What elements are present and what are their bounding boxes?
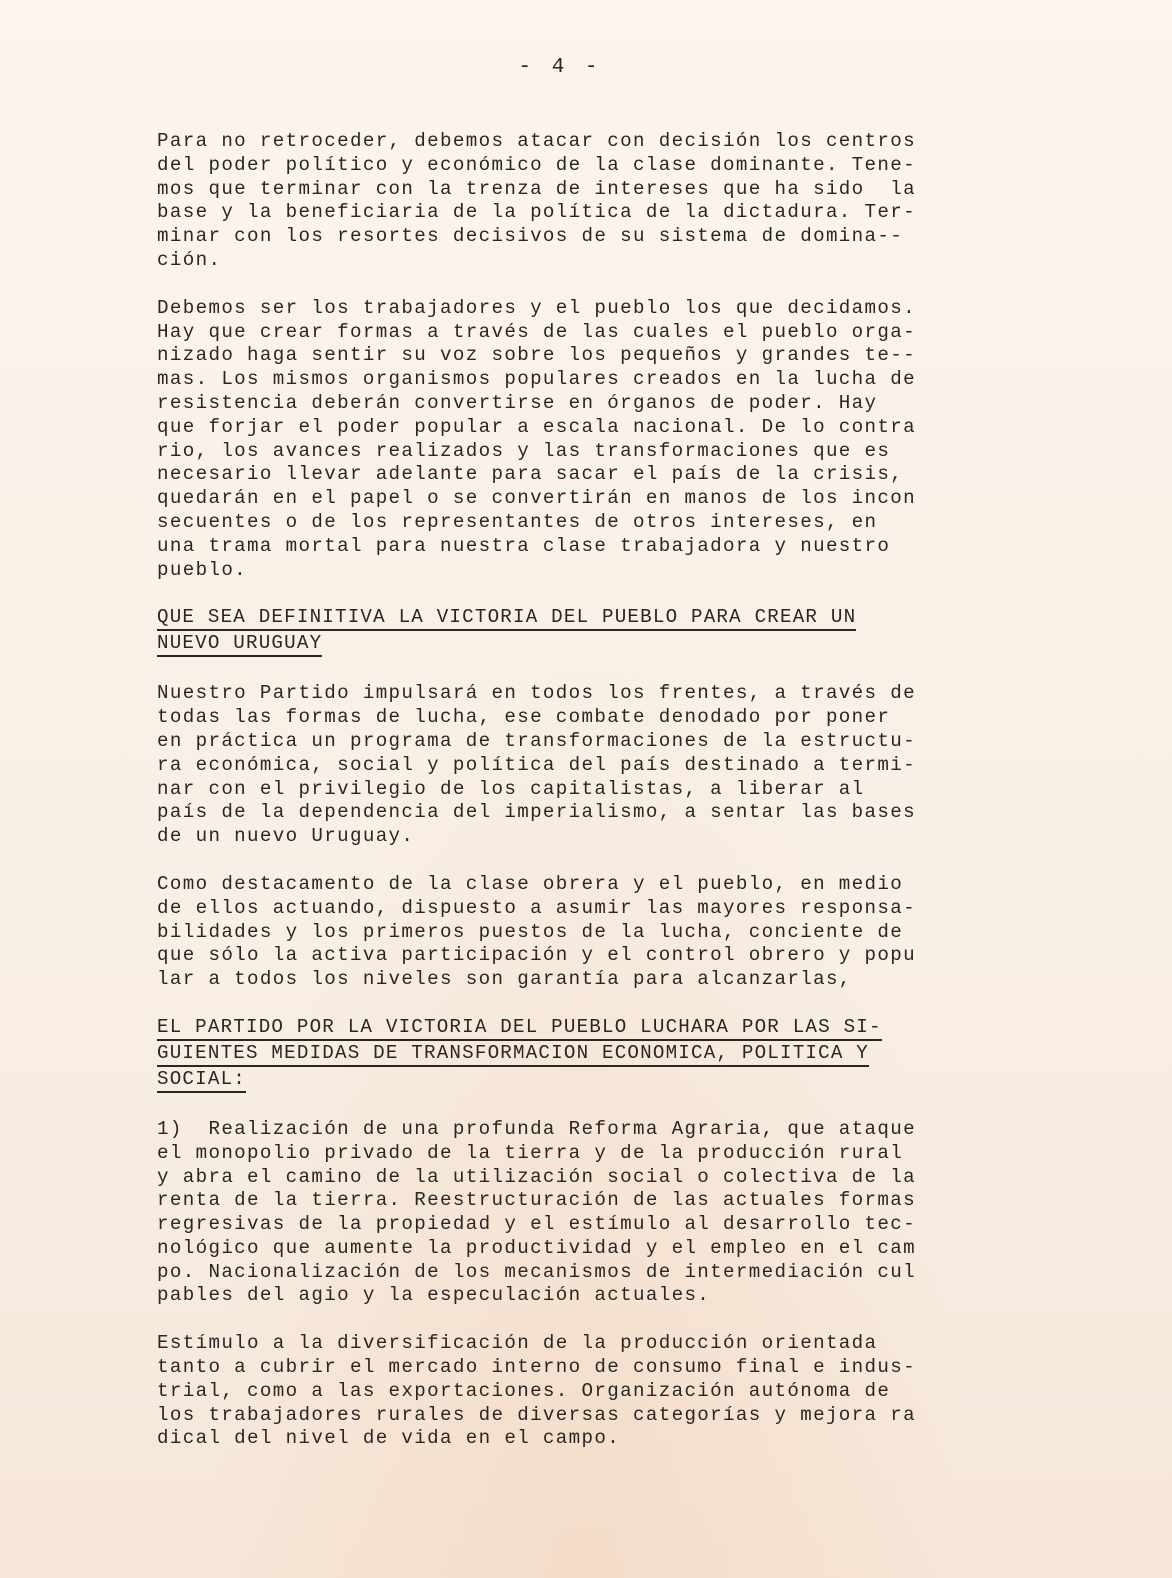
paragraph-destacamento: Como destacamento de la clase obrera y el pueblo, en medio de ellos actuando, dispuesto a asumir las mayores responsa- bilidades y los primeros puestos de la lucha, conciente de que sólo la activa participación y el control obrero y popu lar a todos los niveles son garantía para alcanzarlas,: [157, 872, 916, 991]
section-heading-medidas: [157, 1016, 1007, 1094]
page-number: - 4 -: [518, 56, 602, 79]
document-body: [157, 130, 1007, 1475]
heading-line: QUE SEA DEFINITIVA LA VICTORIA DEL PUEBLO PARA CREAR UN: [157, 606, 856, 631]
paragraph-poder-popular: Debemos ser los trabajadores y el pueblo los que decidamos. Hay que crear formas a través de las cuales el pueblo orga- nizado haga sentir su voz sobre los pequeños y grandes te-- mas. Los mismos organismos populares creados en la lucha de resistencia deberán convertirse en órganos de poder. Hay que forjar el poder popular a escala nacional. De lo contra rio, los avances realizados y las transformaciones que es necesario llevar adelante para sacar el país de la crisis, quedarán en el papel o se convertirán en manos de los incon secuentes o de los representantes de otros intereses, en una trama mortal para nuestra clase trabajadora y nuestro pueblo.: [157, 296, 916, 581]
paragraph-retroceder: Para no retroceder, debemos atacar con decisión los centros del poder político y económico de la clase dominante. Tene- mos que terminar con la trenza de intereses que ha sido la base y la beneficiaria de la política de la dictadura. Ter- minar con los resortes decisivos de su sistema de domina-- ción.: [157, 130, 916, 271]
paragraph-nuestro-partido: Nuestro Partido impulsará en todos los frentes, a través de todas las formas de lucha, ese combate denodado por poner en práctica un programa de transformaciones de la estructu- ra económica, social y política del país destinado a termi- nar con el privilegio de los capitalistas, a liberar al país de la dependencia del imperialismo, a sentar las bases de un nuevo Uruguay.: [157, 682, 916, 848]
section-heading-nuevo-uruguay: [157, 606, 1007, 658]
paragraph-reforma-agraria: 1) Realización de una profunda Reforma Agraria, que ataque el monopolio privado de la tierra y de la producción rural y abra el camino de la utilización social o colectiva de la renta de la tierra. Reestructuración de las actuales formas regresivas de la propiedad y el estímulo al desarrollo tec- nológico que aumente la productividad y el empleo en el cam po. Nacionalización de los mecanismos de intermediación cul pables del agio y la especulación actuales.: [157, 1117, 916, 1307]
heading-line: NUEVO URUGUAY: [157, 632, 322, 657]
heading-line: GUIENTES MEDIDAS DE TRANSFORMACION ECONOMICA, POLITICA Y: [157, 1042, 869, 1067]
heading-line: EL PARTIDO POR LA VICTORIA DEL PUEBLO LUCHARA POR LAS SI-: [157, 1016, 882, 1041]
heading-line: SOCIAL:: [157, 1068, 246, 1093]
paragraph-diversificacion: Estímulo a la diversificación de la producción orientada tanto a cubrir el mercado interno de consumo final e indus- trial, como a las exportaciones. Organización autónoma de los trabajadores rurales de diversas categorías y mejora ra dical del nivel de vida en el campo.: [157, 1332, 916, 1450]
